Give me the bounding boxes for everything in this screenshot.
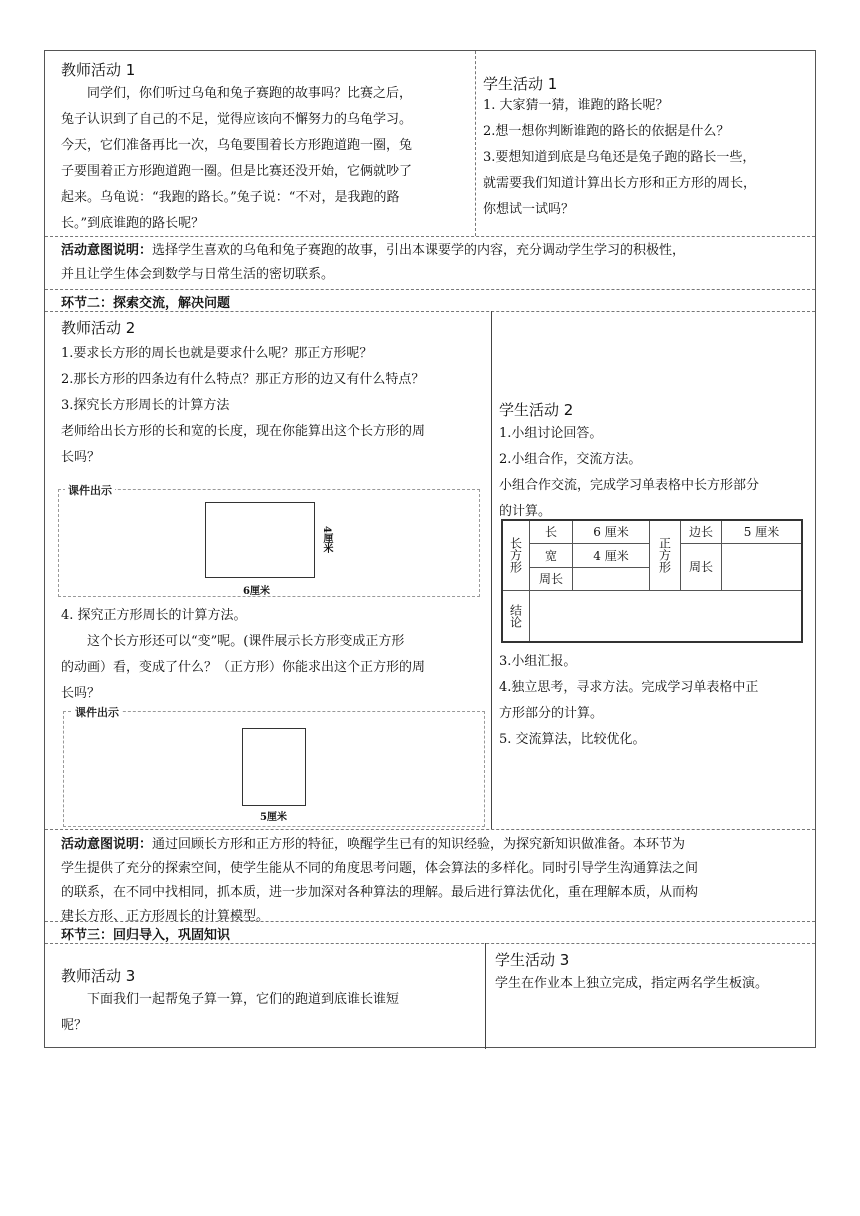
student-activity-2-text-2 bbox=[499, 649, 811, 753]
teacher-activity-3-text bbox=[61, 987, 479, 1039]
text-line: 1. 大家猜一猜，谁跑的路长呢？ bbox=[483, 98, 669, 113]
conclusion-header: 结论 bbox=[502, 590, 530, 642]
cell: 长 bbox=[530, 520, 573, 543]
rectangle-height-label: 4厘米 bbox=[321, 526, 332, 553]
rule bbox=[45, 829, 815, 830]
cell-empty bbox=[573, 567, 650, 590]
row2-divider bbox=[491, 311, 492, 829]
section-3-title: 环节三：回归导入，巩固知识 bbox=[61, 928, 231, 943]
text-line: 老师给出长方形的长和宽的长度，现在你能算出这个长方形的周 bbox=[61, 424, 426, 439]
text-line: 起来。乌龟说：“我跑的路长。”兔子说：“不对，是我跑的路 bbox=[61, 190, 400, 205]
text-line: 2.那长方形的四条边有什么特点？那正方形的边又有什么特点？ bbox=[61, 372, 425, 387]
rectangle-figure bbox=[205, 502, 315, 578]
text-line: 5. 交流算法，比较优化。 bbox=[499, 732, 646, 747]
teacher-activity-2-text-2 bbox=[61, 603, 489, 707]
teacher-activity-1-text bbox=[61, 81, 469, 237]
text-line: 3.要想知道到底是乌龟还是兔子跑的路长一些， bbox=[483, 150, 756, 165]
text-line: 呢？ bbox=[61, 1018, 88, 1033]
text-line: 3.探究长方形周长的计算方法 bbox=[61, 398, 230, 413]
text-line: 学生在作业本上独立完成，指定两名学生板演。 bbox=[495, 976, 769, 991]
text-line: 2.想一想你判断谁跑的路长的依据是什么？ bbox=[483, 124, 730, 139]
courseware-tag: 课件出示 bbox=[65, 482, 115, 498]
text-line: 1.要求长方形的周长也就是要求什么呢？那正方形呢？ bbox=[61, 346, 373, 361]
worksheet-table bbox=[501, 519, 803, 643]
text-line: 3.小组汇报。 bbox=[499, 654, 577, 669]
courseware-panel-2 bbox=[63, 706, 485, 827]
cell: 4 厘米 bbox=[573, 543, 650, 567]
text-line: 选择学生喜欢的乌龟和兔子赛跑的故事，引出本课要学的内容，充分调动学生学习的积极性， bbox=[152, 243, 686, 258]
student-activity-1-title: 学生活动 1 bbox=[483, 75, 558, 93]
text-line: 长。”到底谁跑的路长呢？ bbox=[61, 216, 205, 231]
text-line: 长吗？ bbox=[61, 686, 101, 701]
text-line: 子要围着正方形跑道跑一圈。但是比赛还没开始，它俩就吵了 bbox=[61, 164, 413, 179]
square-side-label: 5厘米 bbox=[260, 812, 287, 823]
square-figure bbox=[242, 728, 306, 806]
courseware-tag: 课件出示 bbox=[72, 704, 122, 720]
row3-divider bbox=[485, 943, 486, 1049]
teacher-activity-2-text bbox=[61, 341, 489, 471]
text-line: 你想试一试吗？ bbox=[483, 202, 575, 217]
rule bbox=[45, 943, 815, 944]
cell: 周长 bbox=[530, 567, 573, 590]
student-activity-2-text bbox=[499, 421, 811, 525]
activity-intent-2 bbox=[61, 833, 813, 929]
intent-label: 活动意图说明： bbox=[61, 243, 153, 258]
rule bbox=[45, 311, 815, 312]
text-line: 建长方形、正方形周长的计算模型。 bbox=[61, 909, 270, 924]
student-activity-1-text bbox=[483, 93, 813, 223]
text-line: 长吗？ bbox=[61, 450, 101, 465]
cell: 宽 bbox=[530, 543, 573, 567]
text-line: 2.小组合作，交流方法。 bbox=[499, 452, 642, 467]
text-line: 兔子认识到了自己的不足，觉得应该向不懈努力的乌龟学习。 bbox=[61, 112, 413, 127]
section-2-title: 环节二：探索交流，解决问题 bbox=[61, 296, 231, 311]
intent-label: 活动意图说明： bbox=[61, 837, 153, 852]
teacher-activity-1-title: 教师活动 1 bbox=[61, 61, 136, 79]
activity-intent-1 bbox=[61, 239, 811, 287]
text-line: 4. 探究正方形周长的计算方法。 bbox=[61, 608, 247, 623]
text-line: 的动画）看，变成了什么？（正方形）你能求出这个正方形的周 bbox=[61, 660, 426, 675]
student-activity-2-title: 学生活动 2 bbox=[499, 401, 574, 419]
row1-divider bbox=[475, 51, 476, 236]
text-line: 并且让学生体会到数学与日常生活的密切联系。 bbox=[61, 267, 335, 282]
text-line: 下面我们一起帮兔子算一算，它们的跑道到底谁长谁短 bbox=[87, 992, 400, 1007]
courseware-panel-1 bbox=[58, 484, 480, 597]
text-line: 同学们，你们听过乌龟和兔子赛跑的故事吗？比赛之后， bbox=[87, 86, 413, 101]
text-line: 方形部分的计算。 bbox=[499, 706, 604, 721]
cell-empty bbox=[530, 590, 803, 642]
rule bbox=[45, 289, 815, 290]
text-line: 1.小组讨论回答。 bbox=[499, 426, 603, 441]
text-line: 就需要我们知道计算出长方形和正方形的周长， bbox=[483, 176, 757, 191]
text-line: 小组合作交流，完成学习单表格中长方形部分 bbox=[499, 478, 760, 493]
text-line: 这个长方形还可以“变”呢。(课件展示长方形变成正方形 bbox=[87, 634, 405, 649]
text-line: 的计算。 bbox=[499, 504, 552, 519]
text-line: 的联系，在不同中找相同，抓本质，进一步加深对各种算法的理解。最后进行算法优化，重在理解本质，从而构 bbox=[61, 885, 699, 900]
rectangle-width-label: 6厘米 bbox=[243, 586, 270, 597]
text-line: 4.独立思考，寻求方法。完成学习单表格中正 bbox=[499, 680, 759, 695]
lesson-plan-table bbox=[44, 50, 816, 1048]
cell: 5 厘米 bbox=[722, 520, 803, 543]
text-line: 学生提供了充分的探索空间，使学生能从不同的角度思考问题，体会算法的多样化。同时引导学生沟通算法之间 bbox=[61, 861, 699, 876]
teacher-activity-3-title: 教师活动 3 bbox=[61, 967, 136, 985]
student-activity-3-text bbox=[495, 971, 813, 997]
rectangle-header: 长方形 bbox=[502, 520, 530, 590]
text-line: 通过回顾长方形和正方形的特征，唤醒学生已有的知识经验，为探究新知识做准备。本环节为 bbox=[152, 837, 686, 852]
student-activity-3-title: 学生活动 3 bbox=[495, 951, 570, 969]
cell-empty bbox=[722, 543, 803, 590]
teacher-activity-2-title: 教师活动 2 bbox=[61, 319, 136, 337]
text-line: 今天，它们准备再比一次，乌龟要围着长方形跑道跑一圈，兔 bbox=[61, 138, 413, 153]
cell: 边长 bbox=[681, 520, 722, 543]
square-header: 正方形 bbox=[650, 520, 681, 590]
cell: 6 厘米 bbox=[573, 520, 650, 543]
cell: 周长 bbox=[681, 543, 722, 590]
